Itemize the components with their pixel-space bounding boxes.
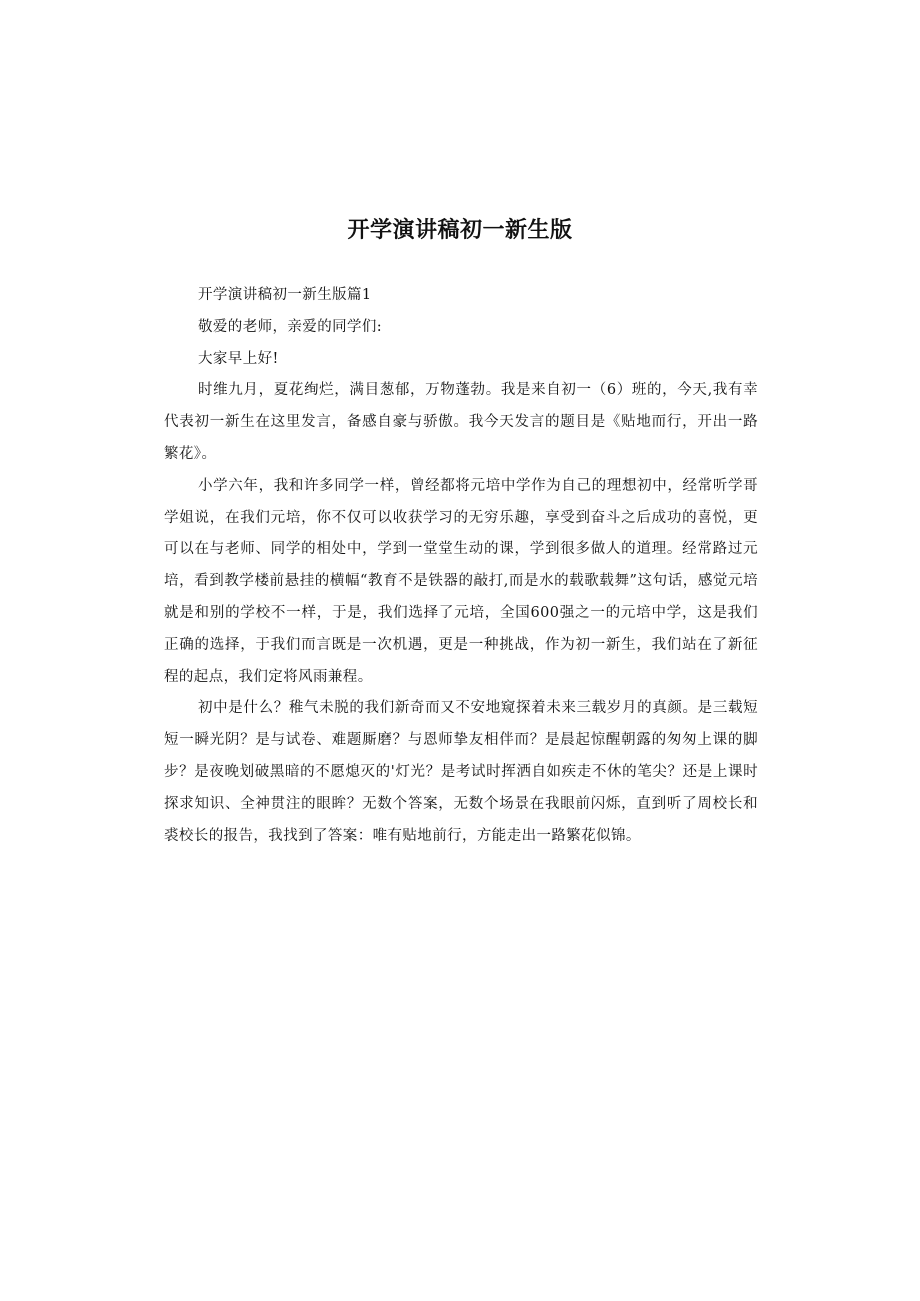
body-paragraph: 小学六年，我和许多同学一样，曾经都将元培中学作为自己的理想初中，经常听学哥学姐说，在我们元培，你不仅可以收获学习的无穷乐趣，享受到奋斗之后成功的喜悦，更可以在与老师、同学的相处中，学到一堂堂生动的课，学到很多做人的道理。经常路过元培，看到教学楼前悬挂的横幅“教育不是铁器的敲打,而是水的载歌载舞”这句话，感觉元培就是和别的学校不一样，于是，我们选择了元培，全国600强之一的元培中学，这是我们正确的选择，于我们而言既是一次机遇，更是一种挑战，作为初一新生，我们站在了新征程的起点，我们定将风雨兼程。 [164, 477, 758, 685]
section-heading: 开学演讲稿初一新生版篇1 [198, 287, 372, 303]
body-paragraph: 初中是什么？稚气未脱的我们新奇而又不安地窥探着未来三载岁月的真颜。是三载短短一瞬光阴？是与试卷、难题厮磨？与恩师挚友相伴而？是晨起惊醒朝露的匆匆上课的脚步？是夜晚划破黑暗的不愿熄灭的'灯光？是考试时挥洒自如疾走不休的笔尖？还是上课时探求知识、全神贯注的眼眸？无数个答案，无数个场景在我眼前闪烁，直到听了周校长和裘校长的报告，我找到了答案：唯有贴地前行，方能走出一路繁花似锦。 [164, 700, 758, 844]
document-body [164, 280, 758, 852]
salutation: 敬爱的老师，亲爱的同学们: [198, 318, 383, 335]
document-title: 开学演讲稿初一新生版 [347, 218, 573, 243]
body-paragraph: 时维九月，夏花绚烂，满目葱郁，万物蓬勃。我是来自初一（6）班的，今天,我有幸代表初一新生在这里发言，备感自豪与骄傲。我今天发言的题目是《贴地而行，开出一路繁花》。 [164, 382, 758, 462]
greeting: 大家早上好! [198, 350, 279, 367]
